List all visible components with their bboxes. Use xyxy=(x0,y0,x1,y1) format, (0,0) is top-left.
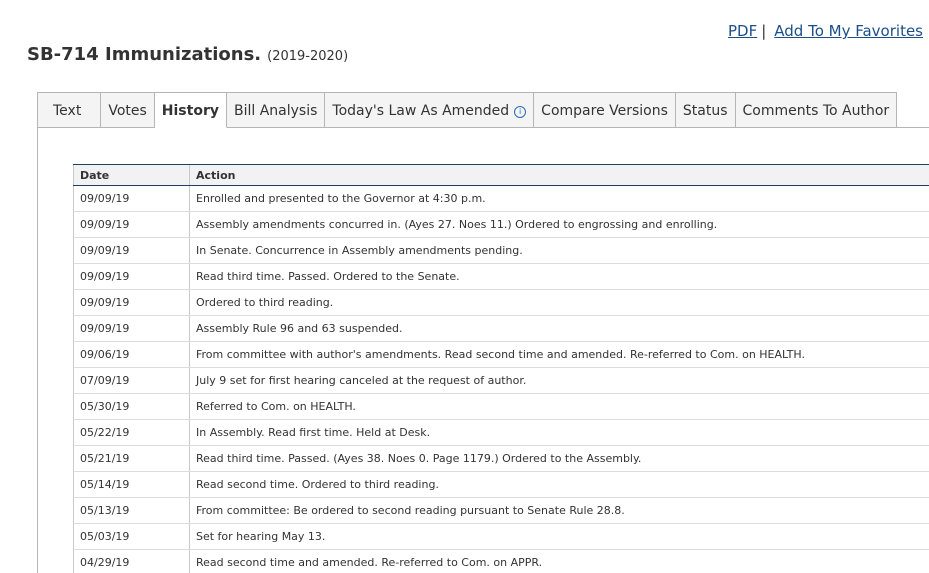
tab-text-label: Text xyxy=(53,103,82,119)
table-row xyxy=(74,290,929,316)
history-action: Read third time. Passed. (Ayes 38. Noes 0. Page 1179.) Ordered to the Assembly. xyxy=(190,446,929,472)
table-row xyxy=(74,264,929,290)
history-date: 05/03/19 xyxy=(74,524,190,550)
action-column-header: Action xyxy=(190,165,929,186)
history-date: 05/30/19 xyxy=(74,394,190,420)
add-to-favorites-link[interactable]: Add To My Favorites xyxy=(774,22,923,40)
tab-bill-analysis[interactable] xyxy=(227,92,325,128)
table-row xyxy=(74,238,929,264)
history-action: Enrolled and presented to the Governor at 4:30 p.m. xyxy=(190,186,929,212)
tab-bill-analysis-label: Bill Analysis xyxy=(233,103,318,119)
history-action: Set for hearing May 13. xyxy=(190,524,929,550)
history-action: Ordered to third reading. xyxy=(190,290,929,316)
history-date: 09/06/19 xyxy=(74,342,190,368)
table-row xyxy=(74,472,929,498)
history-action: In Senate. Concurrence in Assembly amendments pending. xyxy=(190,238,929,264)
tab-text[interactable] xyxy=(37,92,101,128)
table-row xyxy=(74,186,929,212)
table-row xyxy=(74,498,929,524)
bill-session: (2019-2020) xyxy=(267,49,349,64)
history-table xyxy=(73,164,929,573)
history-date: 09/09/19 xyxy=(74,186,190,212)
history-date: 05/21/19 xyxy=(74,446,190,472)
history-header-row xyxy=(74,165,929,186)
history-body xyxy=(74,186,929,573)
table-row xyxy=(74,212,929,238)
history-date: 09/09/19 xyxy=(74,238,190,264)
table-row xyxy=(74,394,929,420)
history-date: 09/09/19 xyxy=(74,212,190,238)
history-action: Read second time and amended. Re-referred to Com. on APPR. xyxy=(190,550,929,573)
link-separator: | xyxy=(761,22,767,40)
history-date: 05/14/19 xyxy=(74,472,190,498)
pdf-link[interactable]: PDF xyxy=(727,22,758,40)
table-row xyxy=(74,524,929,550)
tab-todays-law-as-amended[interactable] xyxy=(325,92,534,128)
tab-compare-versions[interactable] xyxy=(534,92,676,128)
bill-title: SB-714 Immunizations. xyxy=(27,44,262,65)
tab-comments-to-author[interactable] xyxy=(736,92,898,128)
history-date: 05/13/19 xyxy=(74,498,190,524)
history-action: Referred to Com. on HEALTH. xyxy=(190,394,929,420)
tab-status-label: Status xyxy=(682,103,728,119)
table-row xyxy=(74,342,929,368)
table-row xyxy=(74,550,929,573)
history-action: From committee with author's amendments. Read second time and amended. Re-referred to Com. on HEALTH. xyxy=(190,342,929,368)
tab-votes[interactable] xyxy=(101,92,154,128)
table-row xyxy=(74,368,929,394)
tab-compare-versions-label: Compare Versions xyxy=(541,103,668,119)
history-action: Read second time. Ordered to third reading. xyxy=(190,472,929,498)
history-action: Read third time. Passed. Ordered to the Senate. xyxy=(190,264,929,290)
history-date: 09/09/19 xyxy=(74,264,190,290)
history-date: 07/09/19 xyxy=(74,368,190,394)
history-date: 04/29/19 xyxy=(74,550,190,573)
history-action: Assembly Rule 96 and 63 suspended. xyxy=(190,316,929,342)
tab-status[interactable] xyxy=(676,92,736,128)
tab-comments-label: Comments To Author xyxy=(742,103,890,119)
history-date: 09/09/19 xyxy=(74,290,190,316)
tab-history[interactable] xyxy=(155,92,227,128)
history-action: July 9 set for first hearing canceled at the request of author. xyxy=(190,368,929,394)
table-row xyxy=(74,420,929,446)
info-icon[interactable]: i xyxy=(514,106,526,118)
page-title xyxy=(27,44,348,65)
history-action: Assembly amendments concurred in. (Ayes 27. Noes 11.) Ordered to engrossing and enrolling. xyxy=(190,212,929,238)
history-action: From committee: Be ordered to second reading pursuant to Senate Rule 28.8. xyxy=(190,498,929,524)
history-date: 09/09/19 xyxy=(74,316,190,342)
tab-todays-law-label: Today's Law As Amended xyxy=(332,103,510,119)
date-column-header: Date xyxy=(74,165,190,186)
history-date: 05/22/19 xyxy=(74,420,190,446)
table-row xyxy=(74,446,929,472)
history-action: In Assembly. Read first time. Held at Desk. xyxy=(190,420,929,446)
tab-votes-label: Votes xyxy=(108,103,147,119)
tab-history-label: History xyxy=(161,103,219,119)
tab-bar xyxy=(37,92,897,128)
table-row xyxy=(74,316,929,342)
top-links xyxy=(728,22,923,40)
